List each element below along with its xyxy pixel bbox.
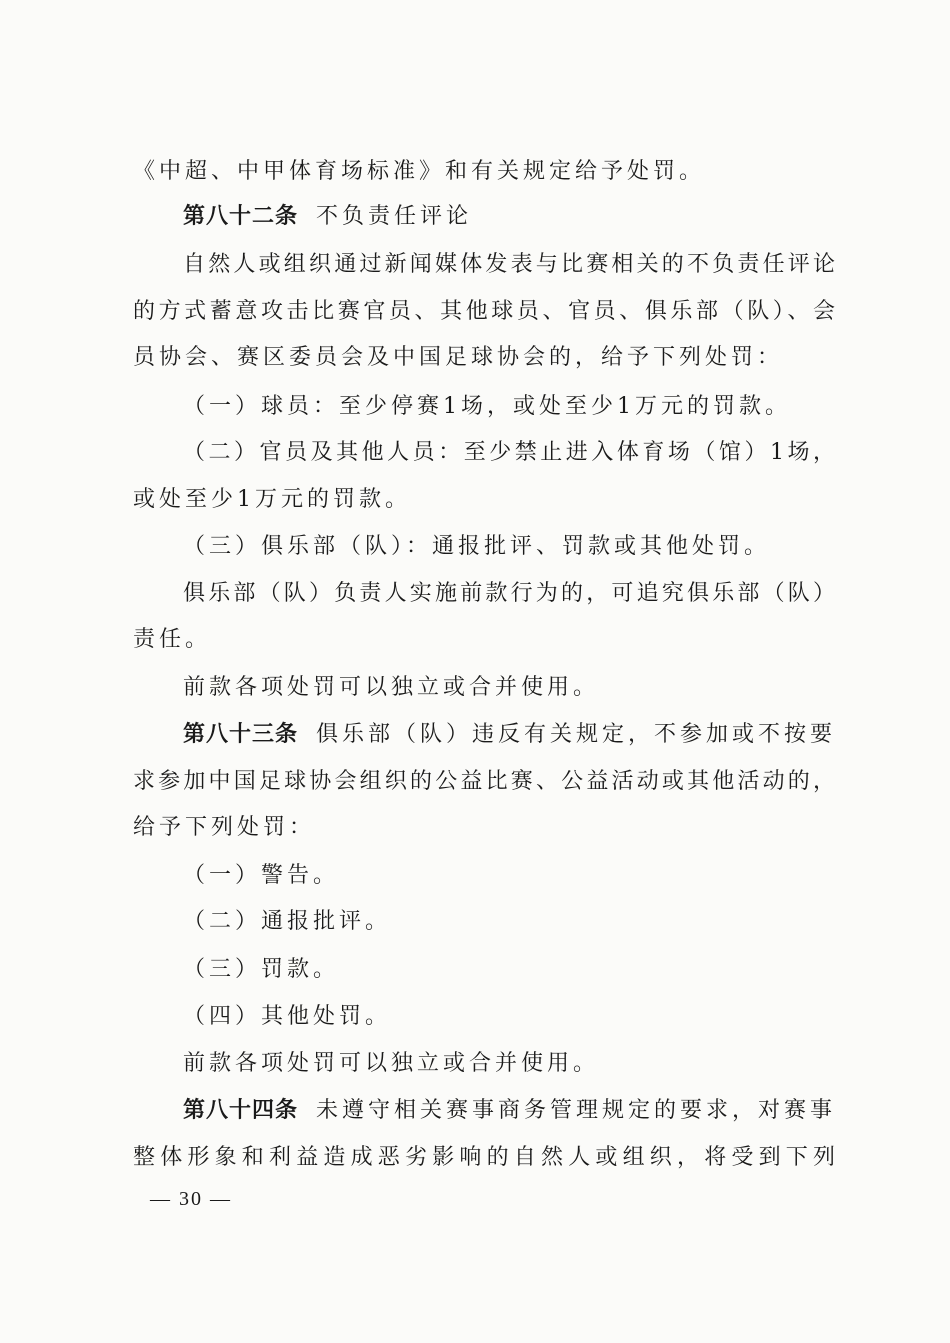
paragraph-line: 俱乐部（队）负责人实施前款行为的，可追究俱乐部（队） xyxy=(183,581,835,606)
paragraph-line: 整体形象和利益造成恶劣影响的自然人或组织，将受到下列 xyxy=(133,1145,835,1170)
paragraph-line: 或处至少1万元的罚款。 xyxy=(133,487,411,512)
article-number: 第八十二条 xyxy=(183,204,299,229)
list-item: （二）官员及其他人员：至少禁止进入体育场（馆）1场， xyxy=(183,440,835,465)
paragraph-line: 《中超、中甲体育场标准》和有关规定给予处罚。 xyxy=(133,159,706,184)
list-item: （二）通报批评。 xyxy=(183,909,392,934)
article-83-heading xyxy=(183,720,835,750)
paragraph-line: 自然人或组织通过新闻媒体发表与比赛相关的不负责任评论 xyxy=(183,252,835,277)
list-item: （四）其他处罚。 xyxy=(183,1004,392,1029)
article-82-heading xyxy=(183,202,835,232)
paragraph-line: 前款各项处罚可以独立或合并使用。 xyxy=(183,675,600,700)
paragraph-line: 的方式蓄意攻击比赛官员、其他球员、官员、俱乐部（队）、会 xyxy=(133,299,835,324)
list-item: （三）罚款。 xyxy=(183,957,340,982)
paragraph-line: 前款各项处罚可以独立或合并使用。 xyxy=(183,1051,600,1076)
article-84-heading xyxy=(183,1096,835,1126)
article-text: 未遵守相关赛事商务管理规定的要求，对赛事 xyxy=(316,1098,837,1123)
article-title: 不负责任评论 xyxy=(316,204,473,229)
paragraph-line: 员协会、赛区委员会及中国足球协会的，给予下列处罚： xyxy=(133,345,784,370)
paragraph-line: 责任。 xyxy=(133,627,212,652)
paragraph-line: 给予下列处罚： xyxy=(133,815,316,840)
page-number: — 30 — xyxy=(150,1188,232,1210)
article-number: 第八十四条 xyxy=(183,1098,299,1123)
list-item: （三）俱乐部（队）：通报批评、罚款或其他处罚。 xyxy=(183,534,771,559)
article-text: 俱乐部（队）违反有关规定，不参加或不按要 xyxy=(316,722,837,747)
list-item: （一）警告。 xyxy=(183,863,340,888)
paragraph-line: 求参加中国足球协会组织的公益比赛、公益活动或其他活动的， xyxy=(133,769,835,794)
article-number: 第八十三条 xyxy=(183,722,299,747)
list-item: （一）球员：至少停赛1场，或处至少1万元的罚款。 xyxy=(183,394,791,419)
